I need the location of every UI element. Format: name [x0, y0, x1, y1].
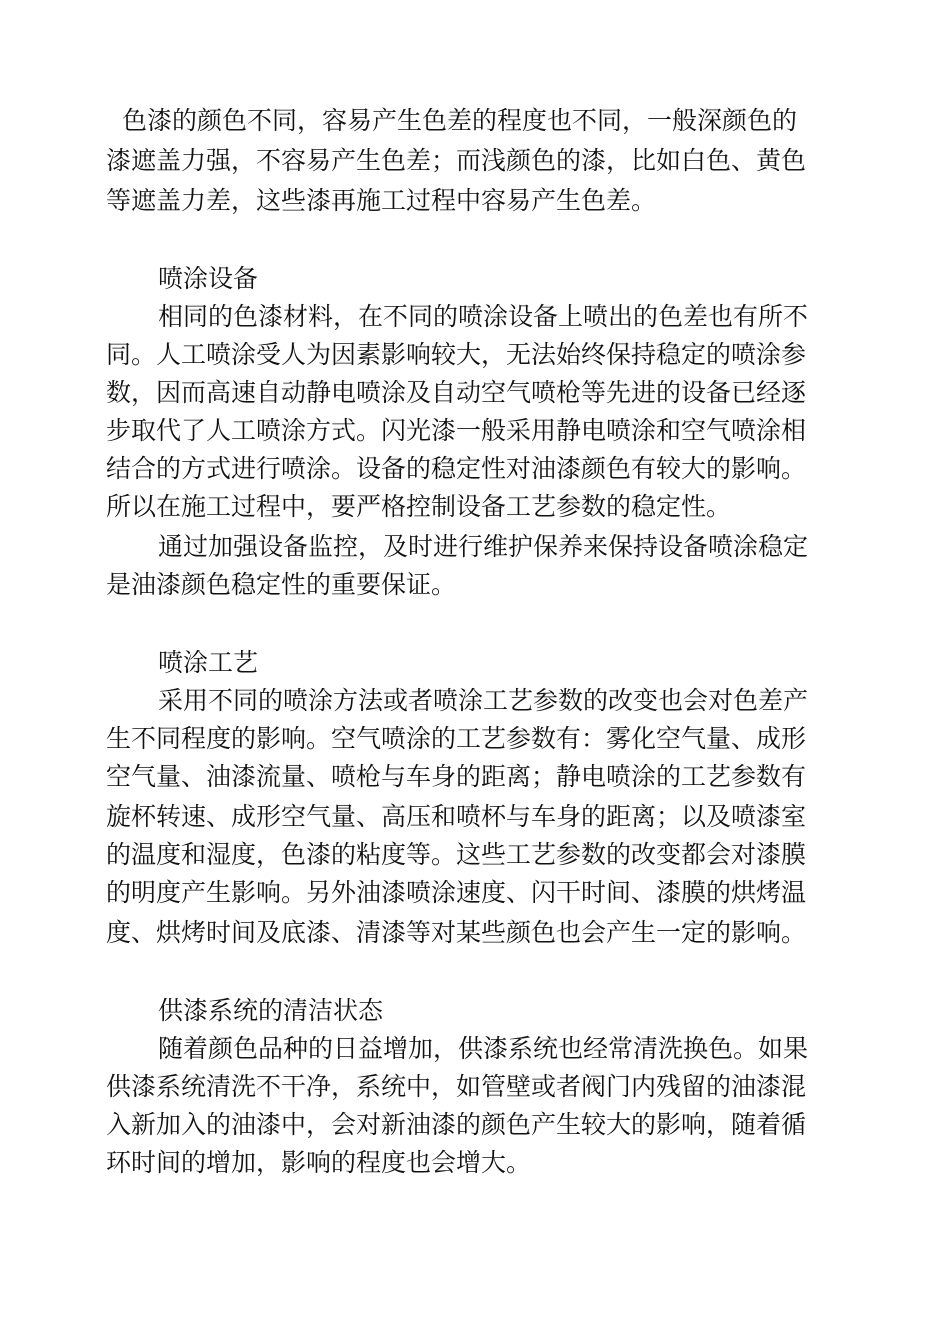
paragraph-line: 入新加入的油漆中，会对新油漆的颜色产生较大的影响，随着循	[106, 1110, 807, 1139]
section-heading: 喷涂设备	[158, 264, 259, 293]
paragraph-line: 色漆的颜色不同，容易产生色差的程度也不同，一般深颜色的	[122, 106, 798, 135]
paragraph-line: 度、烘烤时间及底漆、清漆等对某些颜色也会产生一定的影响。	[106, 918, 807, 947]
paragraph-line: 等遮盖力差，这些漆再施工过程中容易产生色差。	[106, 186, 657, 215]
paragraph-line: 旋杯转速、成形空气量、高压和喷杯与车身的距离；以及喷漆室	[106, 802, 807, 831]
paragraph-line: 同。人工喷涂受人为因素影响较大，无法始终保持稳定的喷涂参	[106, 340, 807, 369]
paragraph-line: 生不同程度的影响。空气喷涂的工艺参数有：雾化空气量、成形	[106, 724, 807, 753]
paragraph-line: 步取代了人工喷涂方式。闪光漆一般采用静电喷涂和空气喷涂相	[106, 416, 807, 445]
paragraph-line: 漆遮盖力强，不容易产生色差；而浅颜色的漆，比如白色、黄色	[106, 146, 807, 175]
paragraph-line: 采用不同的喷涂方法或者喷涂工艺参数的改变也会对色差产	[158, 686, 809, 715]
paragraph-line: 空气量、油漆流量、喷枪与车身的距离；静电喷涂的工艺参数有	[106, 762, 807, 791]
paragraph-line: 通过加强设备监控，及时进行维护保养来保持设备喷涂稳定	[158, 532, 809, 561]
section-heading: 供漆系统的清洁状态	[158, 996, 384, 1025]
paragraph-line: 数，因而高速自动静电喷涂及自动空气喷枪等先进的设备已经逐	[106, 378, 807, 407]
paragraph-line: 环时间的增加，影响的程度也会增大。	[106, 1148, 532, 1177]
paragraph-line: 的明度产生影响。另外油漆喷涂速度、闪干时间、漆膜的烘烤温	[106, 878, 807, 907]
paragraph-line: 结合的方式进行喷涂。设备的稳定性对油漆颜色有较大的影响。	[106, 454, 807, 483]
paragraph-line: 是油漆颜色稳定性的重要保证。	[106, 570, 457, 599]
paragraph-line: 的温度和湿度，色漆的粘度等。这些工艺参数的改变都会对漆膜	[106, 840, 807, 869]
paragraph-line: 随着颜色品种的日益增加，供漆系统也经常清洗换色。如果	[158, 1034, 809, 1063]
paragraph-line: 所以在施工过程中，要严格控制设备工艺参数的稳定性。	[106, 492, 732, 521]
paragraph-line: 相同的色漆材料，在不同的喷涂设备上喷出的色差也有所不	[158, 302, 809, 331]
section-heading: 喷涂工艺	[158, 648, 259, 677]
paragraph-line: 供漆系统清洗不干净，系统中，如管壁或者阀门内残留的油漆混	[106, 1072, 807, 1101]
